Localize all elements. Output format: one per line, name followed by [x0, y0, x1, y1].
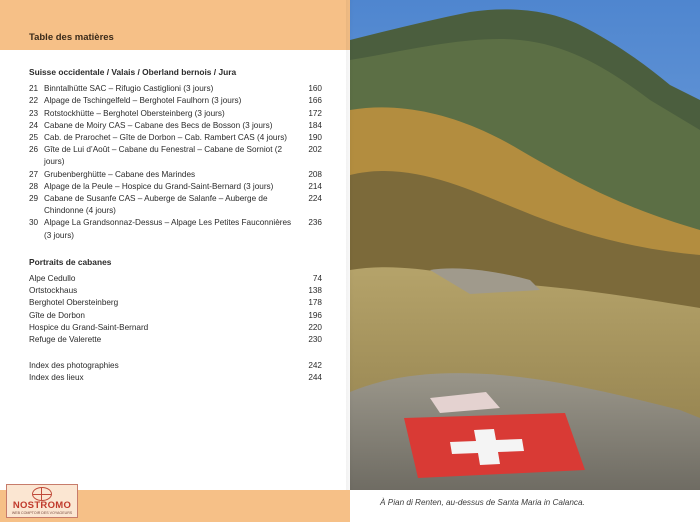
entry-title: Gîte de Lui d’Août – Cabane du Fenestral – Cabane de Sorniot (2 jours): [44, 145, 283, 167]
photo-caption: À Pian di Renten, au-dessus de Santa Maria in Calanca.: [380, 498, 585, 507]
entry-page: 190: [308, 133, 322, 143]
entry-number: 23: [29, 108, 39, 118]
toc-section: [29, 256, 322, 346]
entry-title: Alpe Cedullo: [29, 274, 76, 284]
entry-title: Index des photographies: [29, 361, 119, 371]
entry-number: 27: [29, 169, 39, 179]
toc-entry[interactable]: [29, 360, 322, 372]
entry-title: Index des lieux: [29, 373, 84, 383]
entry-title: Alpage de Tschingelfeld – Berghotel Faulhorn (3 jours): [44, 96, 242, 106]
entry-title: Cab. de Prarochet – Gîte de Dorbon – Cab. Rambert CAS (4 jours): [44, 133, 288, 143]
entry-number: 26: [29, 145, 39, 155]
entry-page: 166: [308, 96, 322, 106]
entry-page: 220: [308, 322, 322, 332]
entry-page: 172: [308, 108, 322, 118]
toc-entry[interactable]: [29, 132, 322, 144]
entry-number: 22: [29, 96, 39, 106]
entry-title: Alpage La Grandsonnaz-Dessus – Alpage Les Petites Fauconnières (3 jours): [44, 218, 292, 240]
entry-page: 224: [308, 194, 322, 204]
entry-page: 202: [308, 145, 322, 155]
entry-page: 214: [308, 181, 322, 191]
toc-entry[interactable]: [29, 334, 322, 346]
entry-page: 208: [308, 169, 322, 179]
toc-section: [29, 66, 322, 242]
entry-title: Binntalhütte SAC – Rifugio Castiglioni (3 jours): [44, 84, 214, 94]
entry-title: Hospice du Grand-Saint-Bernard: [29, 322, 149, 332]
table-of-contents: [29, 66, 322, 385]
toc-section: [29, 360, 322, 384]
section-title: Portraits de cabanes: [29, 256, 112, 267]
entry-number: 24: [29, 120, 39, 130]
toc-entry[interactable]: [29, 297, 322, 309]
entry-page: 160: [308, 84, 322, 94]
logo-tagline: WEB COMPTOIR DES VOYAGEURS: [11, 511, 73, 515]
entry-page: 230: [308, 335, 322, 345]
entry-page: 138: [308, 286, 322, 296]
entry-title: Refuge de Valerette: [29, 335, 102, 345]
globe-icon: [32, 487, 52, 501]
entry-title: Berghotel Obersteinberg: [29, 298, 119, 308]
entry-number: 28: [29, 181, 39, 191]
toc-entry[interactable]: [29, 273, 322, 285]
entry-page: 178: [308, 298, 322, 308]
publisher-logo[interactable]: [6, 484, 78, 518]
entry-page: 236: [308, 218, 322, 228]
entry-title: Rotstockhütte – Berghotel Obersteinberg (3 jours): [44, 108, 225, 118]
entry-number: 30: [29, 218, 39, 228]
entry-page: 184: [308, 120, 322, 130]
toc-entry[interactable]: [29, 310, 322, 322]
entry-page: 242: [308, 361, 322, 371]
toc-entry[interactable]: [29, 181, 322, 193]
entry-page: 74: [312, 274, 322, 284]
toc-entry[interactable]: [29, 83, 322, 95]
toc-entry[interactable]: [29, 108, 322, 120]
toc-entry[interactable]: [29, 95, 322, 107]
toc-entry[interactable]: [29, 193, 322, 217]
entry-title: Cabane de Moiry CAS – Cabane des Becs de Bosson (3 jours): [44, 120, 273, 130]
entry-number: 21: [29, 84, 39, 94]
book-gutter: [346, 0, 354, 490]
right-page: [350, 0, 700, 522]
photo-illustration: [350, 0, 700, 490]
entry-number: 29: [29, 194, 39, 204]
entry-title: Grubenberghütte – Cabane des Marindes: [44, 169, 196, 179]
logo-name: NOSTROMO: [12, 500, 72, 511]
toc-entry[interactable]: [29, 322, 322, 334]
landscape-photo: [350, 0, 700, 490]
entry-title: Gîte de Dorbon: [29, 310, 85, 320]
entry-title: Ortstockhaus: [29, 286, 78, 296]
toc-entry[interactable]: [29, 144, 322, 168]
entry-title: Alpage de la Peule – Hospice du Grand-Saint-Bernard (3 jours): [44, 181, 274, 191]
toc-entry[interactable]: [29, 372, 322, 384]
entry-page: 196: [308, 310, 322, 320]
entry-number: 25: [29, 133, 39, 143]
toc-entry[interactable]: [29, 169, 322, 181]
toc-entry[interactable]: [29, 285, 322, 297]
section-title: Suisse occidentale / Valais / Oberland bernois / Jura: [29, 67, 237, 77]
page-title: Table des matières: [29, 32, 114, 43]
entry-title: Cabane de Susanfe CAS – Auberge de Salanfe – Auberge de Chindonne (4 jours): [44, 194, 268, 216]
entry-page: 244: [308, 373, 322, 383]
toc-entry[interactable]: [29, 120, 322, 132]
toc-entry[interactable]: [29, 217, 322, 241]
